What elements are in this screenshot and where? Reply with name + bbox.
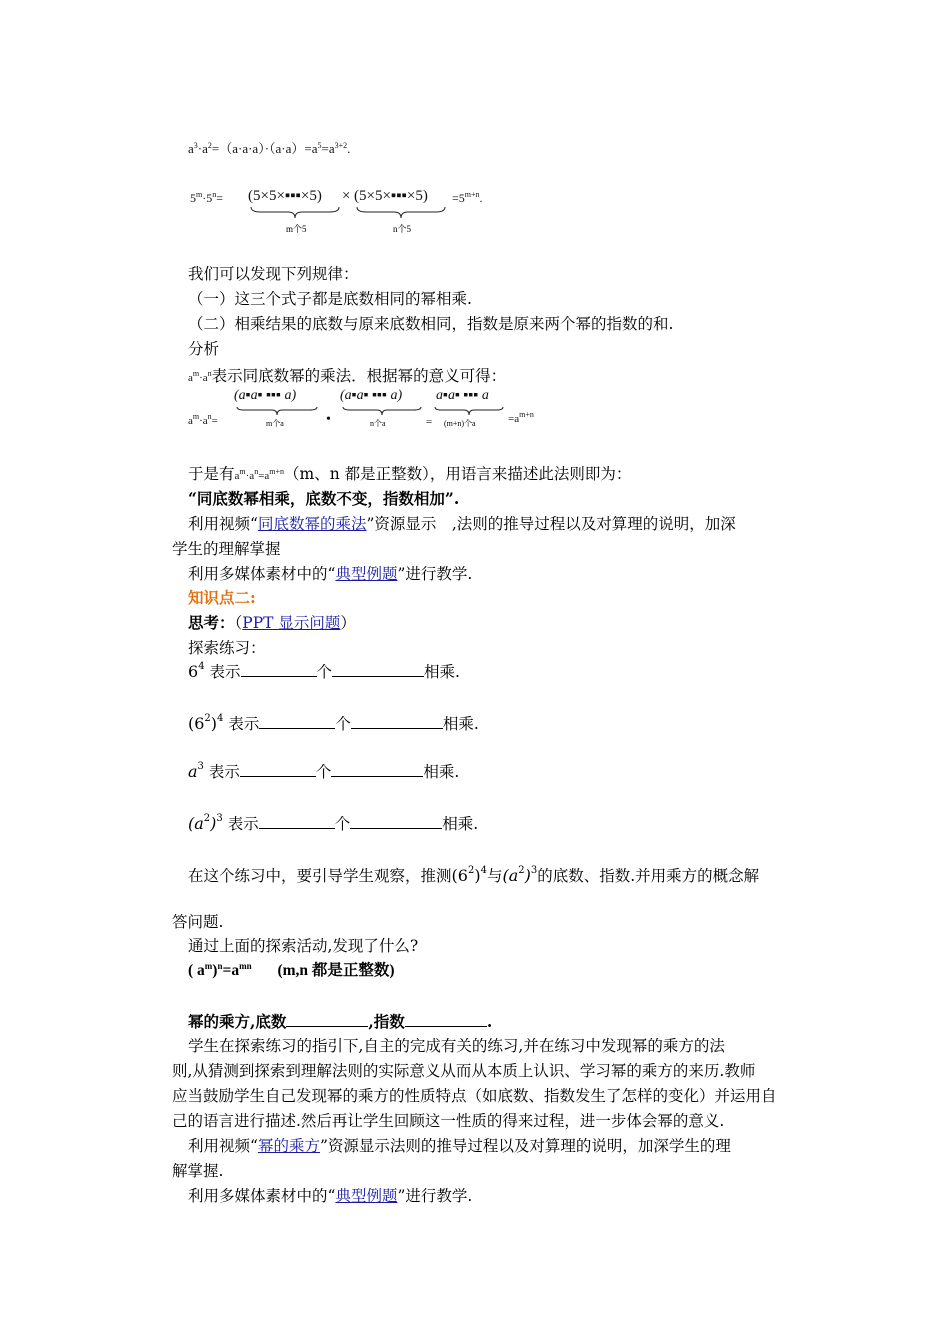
- link-same-base-video[interactable]: 同底数幂的乘法: [257, 515, 367, 533]
- blank-2a[interactable]: [259, 714, 335, 729]
- group-n-fives: (5×5×▪▪▪×5): [354, 188, 428, 204]
- brace-m: [250, 206, 340, 220]
- rule-power-of-power: ( $a^m)^n=a^{mn}$ (m,n 都是正整数): [188, 960, 395, 979]
- text-therefore: 于是有$a^m\cdot a^n=a^{m+n}(m$、n 都是正整数），用语言来描述此法则即为：: [188, 465, 632, 483]
- brace-group2: [342, 406, 422, 416]
- text-rule-one: （一）这三个式子都是底数相同的幂相乘.: [188, 290, 472, 308]
- text-video-2-line2: 解掌握.: [172, 1162, 224, 1180]
- text-student-explore-2: 则,从猜测到探索到理解法则的实际意义从而从本质上认识、学习幂的乘方的来历.教师: [172, 1062, 756, 1080]
- label-m-fives: m个5: [286, 224, 307, 234]
- blank-1a[interactable]: [241, 662, 317, 677]
- link-typical-examples-1[interactable]: 典型例题: [335, 565, 398, 583]
- text-rules-intro: 我们可以发现下列规律：: [188, 265, 359, 283]
- text-student-explore-1: 学生在探索练习的指引下,自主的完成有关的练习,并在练习中发现幂的乘方的法: [188, 1037, 725, 1055]
- group-m-fives: (5×5×▪▪▪×5): [248, 188, 322, 204]
- times-sign: ×: [342, 188, 351, 204]
- text-discovery: 通过上面的探索活动,发现了什么?: [188, 937, 419, 955]
- link-typical-examples-2[interactable]: 典型例题: [335, 1187, 398, 1205]
- text-think: 思考：（PPT 显示问题）: [188, 613, 356, 632]
- blank-4b[interactable]: [350, 814, 442, 829]
- text-video-1-line2: 学生的理解掌握: [172, 540, 281, 558]
- blank-exponent[interactable]: [405, 1012, 487, 1027]
- rule-power-statement: 幂的乘方,底数 ,指数 .: [188, 1012, 493, 1031]
- formula-derivation: $a^m\cdot a^n=$ (a▪a▪ ▪▪▪ a) m个a • (a▪a▪ ▪▪▪ a) n个a = a▪a▪ ▪▪▪ a (m+n)个a $=a^{m+n}$: [188, 388, 534, 428]
- text-media-2: 利用多媒体素材中的“典型例题”进行教学.: [188, 1187, 473, 1205]
- text-analysis-desc: $a^m\cdot a^n$表示同底数幂的乘法．根据幂的意义可得：: [188, 367, 507, 385]
- label-n-fives: n个5: [393, 224, 412, 234]
- exercise-4: $(a^2)^3$ 表示 个 相乘.: [188, 813, 479, 833]
- link-power-of-power-video[interactable]: 幂的乘方: [257, 1137, 320, 1155]
- text-video-1: 利用视频“同底数幂的乘法”资源显示 ,法则的推导过程以及对算理的说明，加深: [188, 515, 736, 533]
- rule-same-base: “同底数幂相乘，底数不变，指数相加”.: [188, 489, 460, 508]
- text-student-explore-4: 己的语言进行描述.然后再让学生回顾这一性质的得来过程，进一步体会幂的意义.: [172, 1112, 725, 1130]
- brace-group1: [236, 406, 318, 416]
- brace-group3: [434, 406, 504, 416]
- text-rule-two: （二）相乘结果的底数与原来底数相同，指数是原来两个幂的指数的和.: [188, 315, 674, 333]
- text-guide-line2: 答问题.: [172, 913, 224, 931]
- text-analysis: 分析: [188, 340, 220, 358]
- exercise-3: $a^3$ 表示 个 相乘.: [188, 761, 460, 781]
- blank-3b[interactable]: [331, 762, 423, 777]
- brace-n: [356, 206, 446, 220]
- blank-4a[interactable]: [259, 814, 335, 829]
- formula-5m-5n: $5^m\cdot 5^n=$ (5×5×▪▪▪×5) m个5 × (5×5×▪▪▪×5) n个5 $=5^{m+n}$.: [190, 188, 483, 234]
- formula-a3-a2: $a^3\cdot a^2=(a\cdot a\cdot a)\cdot(a\cdot a)=a^5=a^{3+2}$.: [188, 141, 351, 156]
- blank-1b[interactable]: [332, 662, 424, 677]
- blank-3a[interactable]: [240, 762, 316, 777]
- heading-knowledge-point-two: 知识点二:: [188, 588, 256, 607]
- link-ppt-question[interactable]: PPT 显示问题: [242, 614, 341, 632]
- exercise-2: $(6^2)^4$ 表示 个 相乘.: [188, 713, 479, 733]
- text-media-1: 利用多媒体素材中的“典型例题”进行教学.: [188, 565, 473, 583]
- text-guide: 在这个练习中，要引导学生观察，推测$(6^2)^4$与$(a^2)^3$的底数、指数.并用乘方的概念解: [188, 865, 760, 885]
- exercise-1: $6^4$ 表示 个 相乘.: [188, 661, 460, 681]
- text-student-explore-3: 应当鼓励学生自己发现幂的乘方的性质特点（如底数、指数发生了怎样的变化）并运用自: [172, 1087, 777, 1105]
- blank-base[interactable]: [286, 1012, 368, 1027]
- text-explore: 探索练习：: [188, 639, 266, 657]
- text-video-2: 利用视频“幂的乘方”资源显示法则的推导过程以及对算理的说明，加深学生的理: [188, 1137, 731, 1155]
- blank-2b[interactable]: [351, 714, 443, 729]
